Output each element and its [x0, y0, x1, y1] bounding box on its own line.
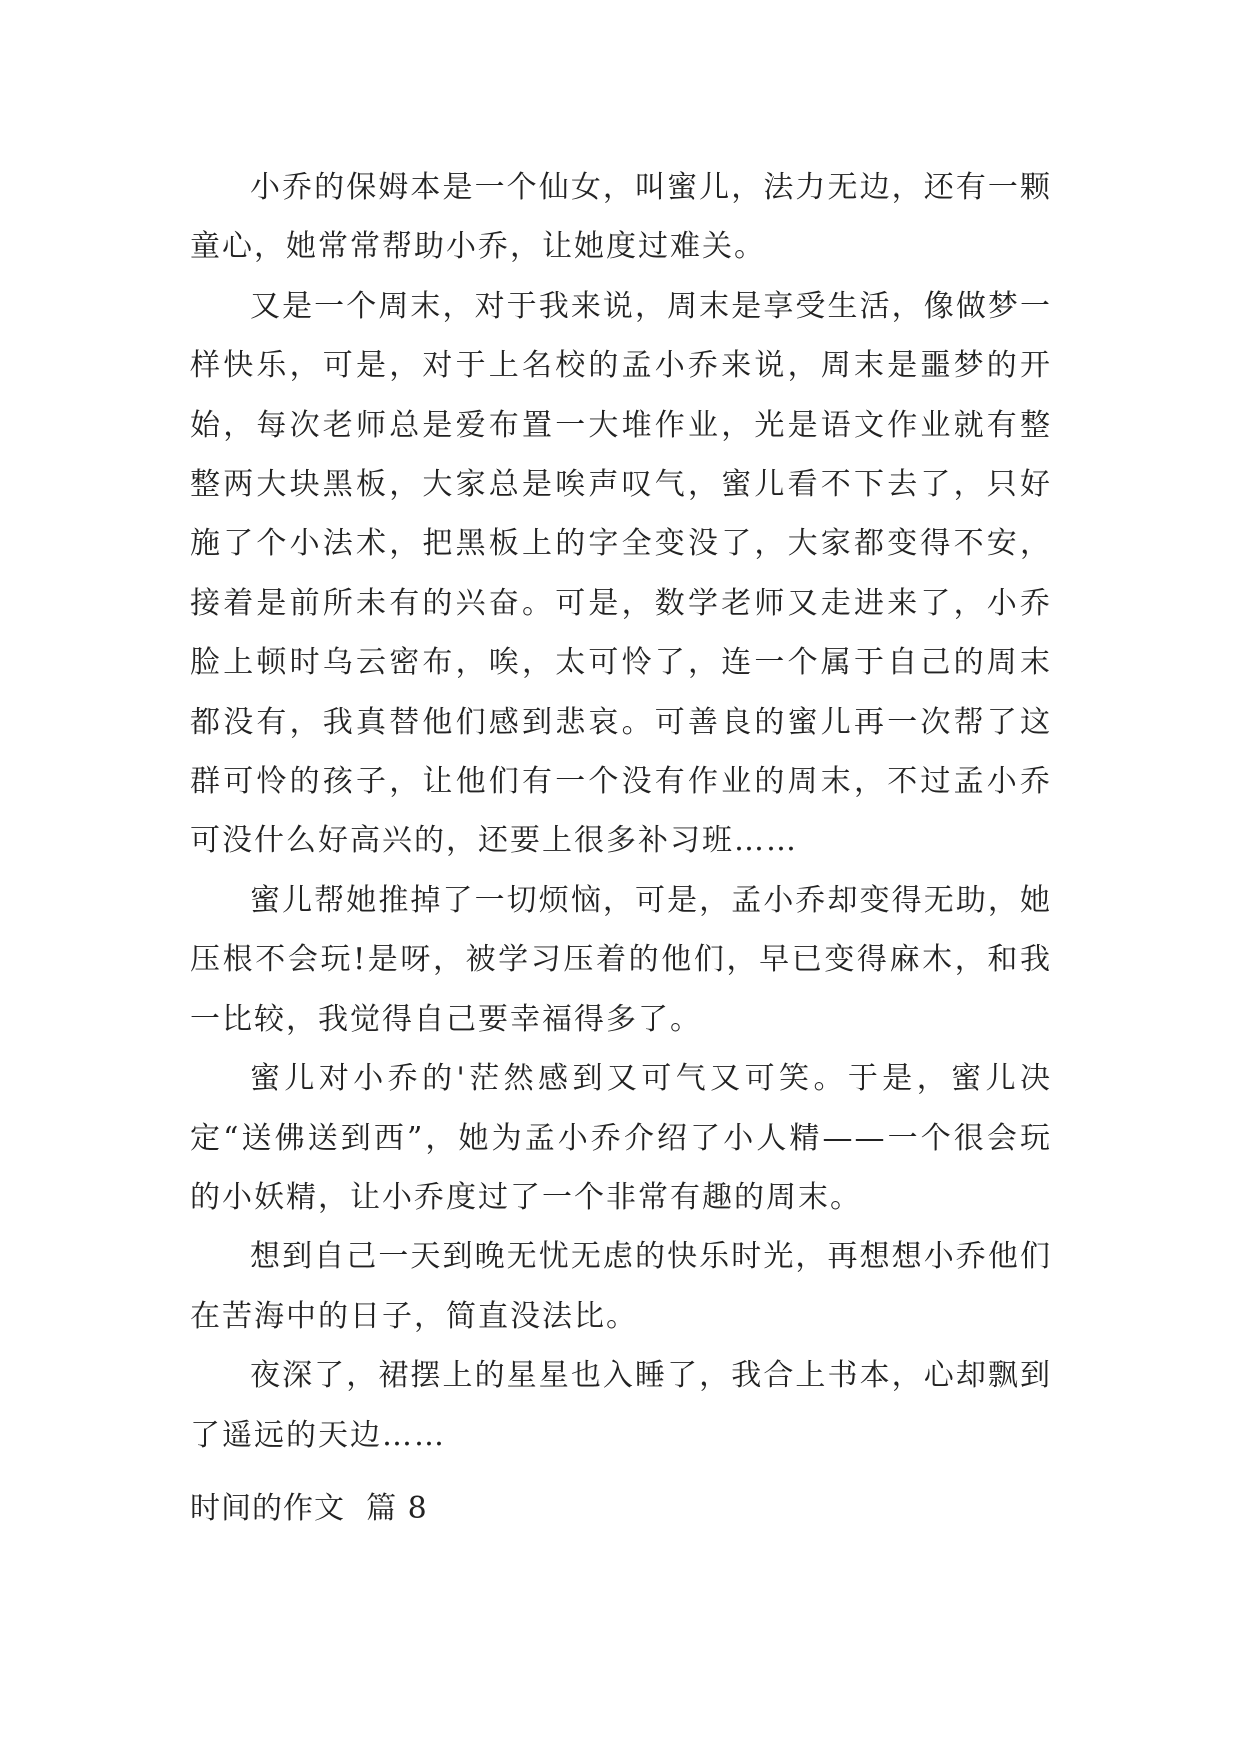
paragraph: 又是一个周末，对于我来说，周末是享受生活，像做梦一样快乐，可是，对于上名校的孟小乔来说，周末是噩梦的开始，每次老师总是爱布置一大堆作业，光是语文作业就有整整两大块黑板，大家总是唉声叹气，蜜儿看不下去了，只好施了个小法术，把黑板上的字全变没了，大家都变得不安，接着是前所未有的兴奋。可是，数学老师又走进来了，小乔脸上顿时乌云密布，唉，太可怜了，连一个属于自己的周末都没有，我真替他们感到悲哀。可善良的蜜儿再一次帮了这群可怜的孩子，让他们有一个没有作业的周末，不过孟小乔可没什么好高兴的，还要上很多补习班…… [190, 288, 1052, 859]
paragraph: 小乔的保姆本是一个仙女，叫蜜儿，法力无边，还有一颗童心，她常常帮助小乔，让她度过难关。 [190, 170, 1052, 265]
paragraph: 蜜儿对小乔的'茫然感到又可气又可笑。于是，蜜儿决定“送佛送到西”，她为孟小乔介绍了小人精——一个很会玩的小妖精，让小乔度过了一个非常有趣的周末。 [190, 1061, 1052, 1215]
paragraph: 夜深了，裙摆上的星星也入睡了，我合上书本，心却飘到了遥远的天边…… [190, 1358, 1052, 1453]
section-heading: 时间的作文 篇 8 [190, 1491, 428, 1526]
paragraph: 想到自己一天到晚无忧无虑的快乐时光，再想想小乔他们在苦海中的日子，简直没法比。 [190, 1239, 1052, 1334]
essay-body [190, 158, 1052, 1465]
paragraph: 蜜儿帮她推掉了一切烦恼，可是，孟小乔却变得无助，她压根不会玩!是呀，被学习压着的他们，早已变得麻木，和我一比较，我觉得自己要幸福得多了。 [190, 882, 1052, 1037]
